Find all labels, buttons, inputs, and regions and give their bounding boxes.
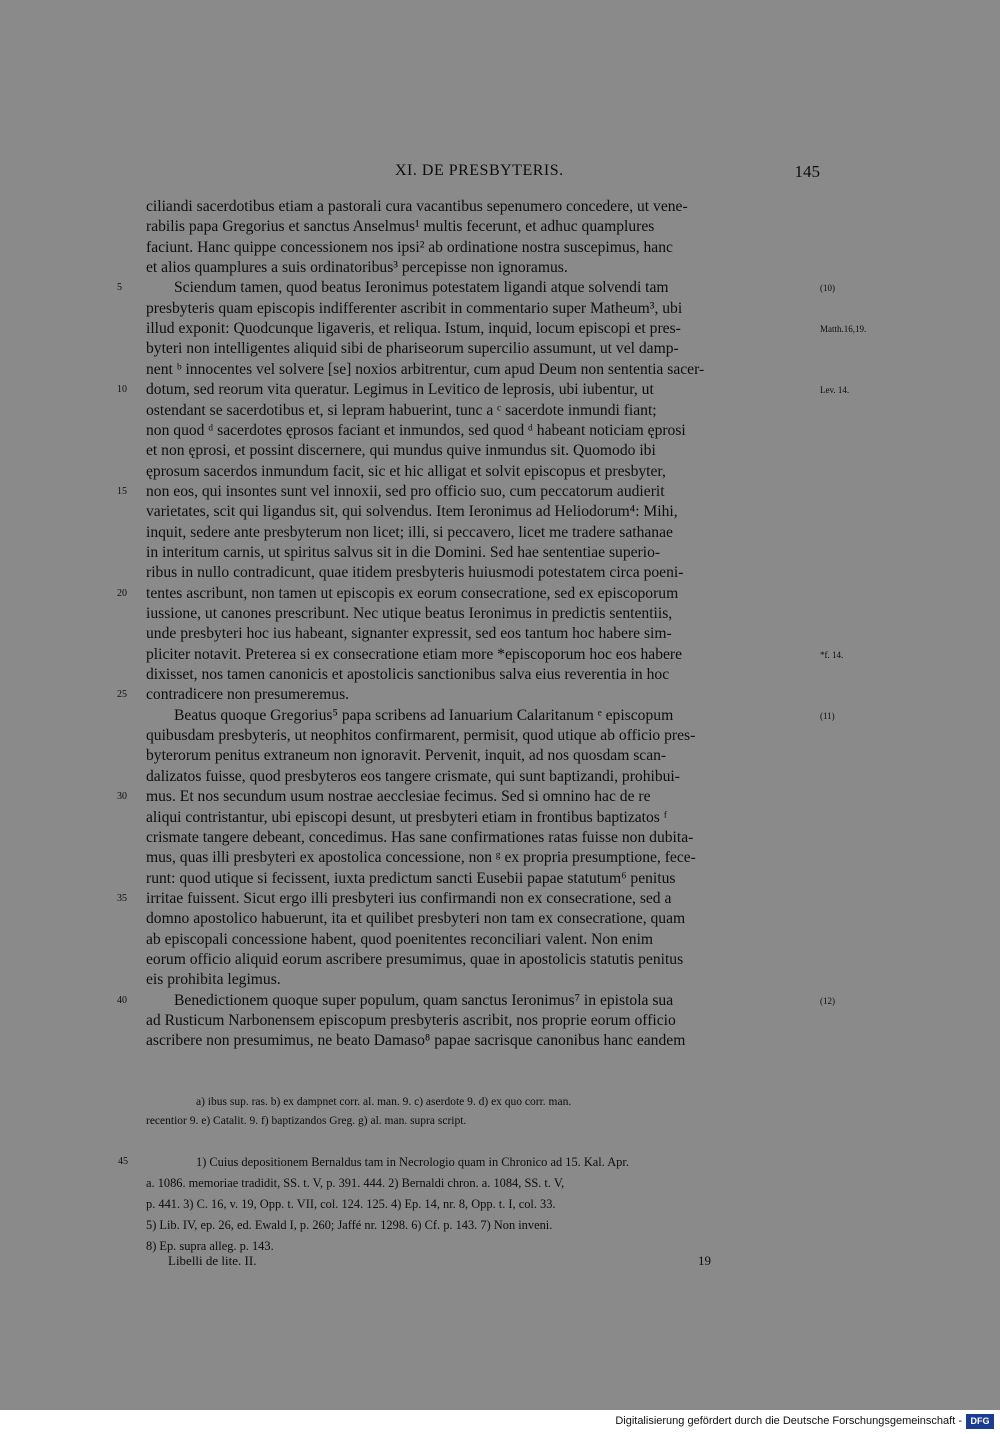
body-line: mus, quas illi presbyteri ex apostolica concessione, non ᵍ ex propria presumptione, fece- <box>146 849 696 867</box>
line-number: 30 <box>117 791 127 803</box>
margin-note: Matth.16,19. <box>820 324 867 335</box>
body-line: Benedictionem quoque super populum, quam sanctus Ieronimus⁷ in epistola sua <box>174 991 674 1009</box>
body-line: tentes ascribunt, non tamen ut episcopis ex eorum consecratione, sed ex episcoporum <box>146 584 679 602</box>
margin-note: (12) <box>820 995 835 1006</box>
body-line: aliqui contristantur, ubi episcopi desunt, ut presbyteri etiam in frontibus baptizatos ᶠ <box>146 808 668 826</box>
line-number: 20 <box>117 587 127 599</box>
body-line: eorum officio aliquid eorum ascribere presumimus, quae in apostolicis statutis penitus <box>146 950 684 968</box>
body-line: varietates, scit qui ligandus sit, qui solvendus. Item Ieronimus ad Heliodorum⁴: Mihi, <box>146 503 678 521</box>
sheet-number: 19 <box>698 1253 711 1268</box>
body-line: faciunt. Hanc quippe concessionem nos ipsi² ab ordinatione nostra suscepimus, hanc <box>146 238 673 256</box>
body-line: et non ęprosi, et possint discernere, qui mundus quive inmundus sit. Quomodo ibi <box>146 442 656 460</box>
margin-note: *f. 14. <box>820 649 844 660</box>
page-header <box>140 162 820 186</box>
body-line: ribus in nullo contradicunt, quae itidem presbyteris huiusmodi potestatem circa poeni- <box>146 564 684 582</box>
body-line: ciliandi sacerdotibus etiam a pastorali cura vacantibus sepenumero concedere, ut vene- <box>146 198 688 215</box>
line-number: 45 <box>118 1156 128 1167</box>
line-number: 35 <box>117 892 127 904</box>
body-line: non eos, qui insontes sunt vel innoxii, sed pro officio suo, cum peccatorum audierit <box>146 482 665 500</box>
footer-text: Digitalisierung gefördert durch die Deutsche Forschungsgemeinschaft - <box>615 1415 962 1427</box>
body-line: mus. Et nos secundum usum nostrae aecclesiae fecimus. Sed si omnino hac de re <box>146 788 651 806</box>
body-line: ab episcopali concessione habent, quod poenitentes reconciliari valent. Non enim <box>146 930 654 948</box>
line-number: 40 <box>117 994 127 1006</box>
line-number: 25 <box>117 689 127 701</box>
body-line: non quod ᵈ sacerdotes ęprosos faciant et inmundos, sed quod ᵈ habeant noticiam ęprosi <box>146 421 686 439</box>
body-line: dixisset, nos tamen canonicis et apostolicis sanctionibus salva eius reverentia in hoc <box>146 666 670 684</box>
line-number: 10 <box>117 384 127 396</box>
body-line: domno apostolico habuerunt, ita et quilibet presbyteri non tam ex consecratione, quam <box>146 910 686 928</box>
body-line: et alios quamplures a suis ordinatoribus³ percepisse non ignoramus. <box>146 259 568 277</box>
body-line: Sciendum tamen, quod beatus Ieronimus potestatem ligandi atque solvendi tam <box>174 279 669 297</box>
body-line: pliciter notavit. Preterea si ex consecratione etiam more *episcoporum hoc eos habere <box>146 645 683 663</box>
page-number: 145 <box>794 162 820 181</box>
body-line: iussione, ut canones prescribunt. Nec utique beatus Ieronimus in predictis sententiis, <box>146 605 673 622</box>
body-line: dotum, sed reorum vita queratur. Legimus in Levitico de leprosis, ubi iubentur, ut <box>146 381 654 399</box>
body-line: illud exponit: Quodcunque ligaveris, et reliqua. Istum, inquid, locum episcopi et pres- <box>146 320 681 338</box>
body-line: ostendant se sacerdotibus et, si lepram habuerint, tunc a ᶜ sacerdote inmundi fiant; <box>146 401 657 419</box>
body-line: Beatus quoque Gregorius⁵ papa scribens ad Ianuarium Calaritanum ᵉ episcopum <box>174 706 674 724</box>
body-line: nent ᵇ innocentes vel solvere [se] noxios arbitrentur, cum apud Deum non sententia sacer- <box>146 360 705 378</box>
body-line: ad Rusticum Narbonensem episcopum presbyteris ascribit, nos proprie eorum officio <box>146 1012 676 1029</box>
body-line: rabilis papa Gregorius et sanctus Anselmus¹ multis fecerunt, et adhuc quamplures <box>146 218 655 236</box>
body-line: crismate tangere debeant, concedimus. Has sane confirmationes ratas fuisse non dubita- <box>146 828 694 846</box>
footnote-line: 1) Cuius depositionem Bernaldus tam in Necrologio quam in Chronico ad 15. Kal. Apr. <box>196 1155 629 1169</box>
body-line: eis prohibita legimus. <box>146 971 281 989</box>
margin-note: (11) <box>820 710 835 721</box>
line-number: 15 <box>117 485 127 497</box>
body-line: irritae fuissent. Sicut ergo illi presbyteri ius confirmandi non ex consecratione, sed a <box>146 889 672 907</box>
margin-note: (10) <box>820 283 835 294</box>
variant-line: a) ibus sup. ras. b) ex dampnet corr. al. man. 9. c) aserdote 9. d) ex quo corr. man. <box>196 1096 572 1108</box>
footnote-line: 5) Lib. IV, ep. 26, ed. Ewald I, p. 260; Jaffé nr. 1298. 6) Cf. p. 143. 7) Non inveni. <box>146 1218 553 1232</box>
margin-note: Lev. 14. <box>820 385 850 396</box>
dfg-logo: DFG <box>966 1414 994 1429</box>
body-line: ęprosum sacerdos inmundum facit, sic et hic alligat et solvit episcopus et presbyter, <box>146 462 666 480</box>
footnote-line: p. 441. 3) C. 16, v. 19, Opp. t. VII, col. 124. 125. 4) Ep. 14, nr. 8, Opp. t. I, col. 33. <box>146 1197 556 1211</box>
body-line: dalizatos fuisse, quod presbyteros eos tangere crismate, qui sunt baptizandi, prohibui- <box>146 767 680 785</box>
body-line: contradicere non presumeremus. <box>146 686 350 704</box>
body-line: ascribere non presumimus, ne beato Damaso⁸ papae sacrisque canonibus hanc eandem <box>146 1032 686 1050</box>
footnote-line: 8) Ep. supra alleg. p. 143. <box>146 1239 274 1253</box>
body-line: byteri non intelligentes aliquid sibi de phariseorum supercilio assumunt, ut vel damp- <box>146 340 679 358</box>
running-title: XI. DE PRESBYTERIS. <box>395 162 564 179</box>
body-line: unde presbyteri hoc ius habeant, signanter expressit, sed eos tantum hoc habere sim- <box>146 625 672 643</box>
body-line: runt: quod utique si fecissent, iuxta predictum sancti Eusebii papae statutum⁶ penitus <box>146 869 676 887</box>
footnote-line: a. 1086. memoriae tradidit, SS. t. V, p. 391. 444. 2) Bernaldi chron. a. 1084, SS. t. V, <box>146 1176 565 1190</box>
body-line: in interitum carnis, ut spiritus salvus sit in die Domini. Sed hae sententiae superio- <box>146 543 661 561</box>
body-line: presbyteris quam episcopis indifferenter ascribit in commentario super Matheum³, ubi <box>146 299 683 317</box>
digitization-footer <box>0 1410 1000 1434</box>
line-number: 5 <box>117 282 122 294</box>
body-line: quibusdam presbyteris, ut neophitos confirmarent, permisit, quod utique ab officio pres- <box>146 727 696 745</box>
body-line: byterorum penitus extraneum non ignoravit. Pervenit, inquit, ad nos quosdam scan- <box>146 747 667 765</box>
variant-line: recentior 9. e) Catalit. 9. f) baptizandos Greg. g) al. man. supra script. <box>146 1115 467 1127</box>
signature-mark: Libelli de lite. II. <box>168 1253 257 1268</box>
body-line: inquit, sedere ante presbyterum non licet; illi, si peccavero, licet me tradere sathanae <box>146 523 673 541</box>
